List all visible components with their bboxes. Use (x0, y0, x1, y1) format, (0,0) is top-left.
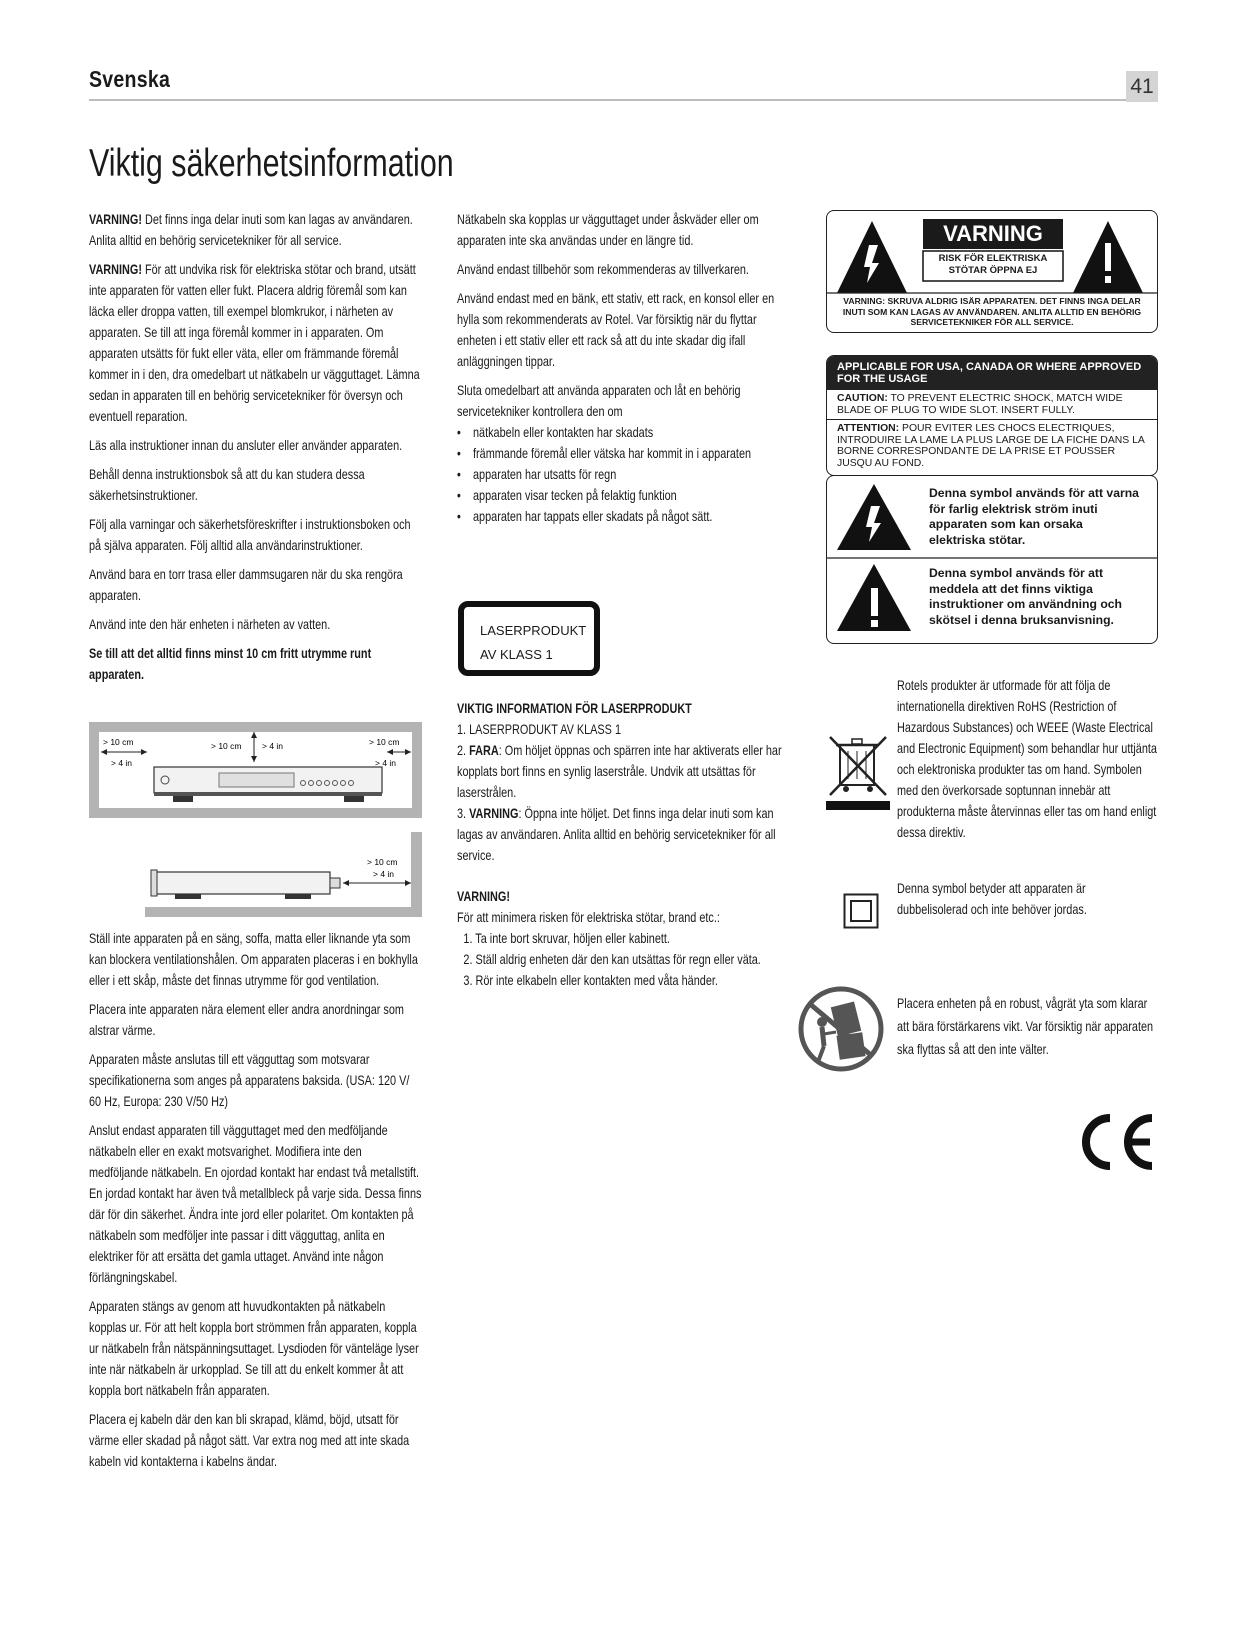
laser-label-line: LASERPRODUKT (480, 623, 587, 638)
usa-caution-box (826, 355, 1158, 476)
paragraph: Apparaten måste anslutas till ett vägguttag som motsvarar specifikationerna som anges på apparatens baksida. (USA: 120 V/ 60 Hz, Europa: 230 V/50 Hz) (89, 1052, 410, 1109)
clearance-figure-side (145, 832, 422, 917)
paragraph: Placera inte apparaten nära element eller andra anordningar som alstrar värme. (89, 1002, 404, 1038)
cart-text-wrap (897, 992, 1157, 1061)
attention-body: POUR EVITER LES CHOCS ELECTRIQUES, INTRODUIRE LA LAME LA PLUS LARGE DE LA FICHE DANS LA BORNE CORRESPONDANTE DE LA PRISE ET POUSSER JUSQU AU FOND. (837, 423, 1145, 469)
paragraph: Använd endast med en bänk, ett stativ, ett rack, en konsol eller en hylla som rekommenderats av Rotel. Var försiktig när du flyttar enheten i ett stativ eller ett rack så att du inte skadar dig ifall anläggningen tippar. (457, 291, 775, 369)
paragraph-text: För att undvika risk för elektriska stötar och brand, utsätt inte apparaten för vatten eller fukt. Placera aldrig föremål som kan läcka eller droppa vatten, till exempel blomkrukor, i närheten av apparaten. Se till att inga föremål kommer in i apparaten. Om apparaten utsätts för fukt eller väta, eller om främmande föremål kommer in i den, dra omedelbart ut nätkabeln ur vägguttaget. Lämna sedan in apparaten till en behörig servicetekniker för översyn och eventuell reparation. (89, 262, 420, 424)
double-insulated-icon (843, 893, 879, 929)
weee-text-wrap (897, 675, 1157, 843)
amplifier-front-drawing (89, 722, 422, 818)
cart-tip-over-icon (798, 986, 884, 1072)
amplifier-side-drawing (145, 832, 422, 917)
list-item: • främmande föremål eller vätska har kommit in i apparaten (457, 443, 790, 464)
bullet-list (457, 422, 790, 527)
column-1 (89, 209, 422, 693)
clearance-label: > 10 cm (211, 741, 242, 751)
warning-label: VARNING! (89, 262, 142, 277)
paragraph: Använd bara en torr trasa eller dammsugaren när du ska rengöra apparaten. (89, 567, 403, 603)
item-text: : Öppna inte höljet. Det finns inga delar inuti som kan lagas av användaren. Anlita alltid en behörig servicetekniker för all service. (457, 806, 776, 863)
warning-box (826, 210, 1158, 333)
list-item: • apparaten visar tecken på felaktig funktion (457, 485, 790, 506)
item-number: 2. (457, 743, 470, 758)
item-number: 3. (457, 806, 470, 821)
column-1-lower (89, 928, 422, 1480)
exclamation-symbol-description: Denna symbol används för att meddela att det finns viktiga instruktioner om användning och skötsel i denna bruksanvisning. (929, 566, 1122, 627)
clearance-note: Se till att det alltid finns minst 10 cm fritt utrymme runt apparaten. (89, 646, 372, 682)
caution-label: CAUTION: (837, 393, 888, 404)
paragraph: Följ alla varningar och säkerhetsföreskrifter i instruktionsboken och på själva apparaten. Följ alltid alla användarinstruktioner. (89, 517, 411, 553)
double-insulated-wrap (897, 878, 1157, 920)
clearance-label: > 10 cm (369, 737, 400, 747)
column-2 (457, 209, 790, 527)
paragraph (89, 259, 422, 427)
paragraph: Använd endast tillbehör som rekommenderas av tillverkaren. (457, 262, 749, 277)
warning-item: 2. Ställ aldrig enheten där den kan utsättas för regn eller väta. (463, 952, 761, 967)
paragraph (89, 643, 422, 685)
laser-item (457, 803, 790, 866)
laser-item (457, 740, 790, 803)
clearance-label: > 10 cm (367, 857, 398, 867)
laser-heading: VIKTIG INFORMATION FÖR LASERPRODUKT (457, 701, 692, 716)
paragraph: Läs alla instruktioner innan du ansluter eller använder apparaten. (89, 438, 403, 453)
weee-text: Rotels produkter är utformade för att följa de internationella direktiven RoHS (Restriction of Hazardous Substances) och WEEE (Waste Electrical and Electronic Equipment) som behandlar hur uttjänta och elektroniska produkter tas om hand. Symbolen med den överkorsade soptunnan innebär att produkterna måste återvinnas eller tas om hand enligt dessa direktiv. (897, 678, 1157, 840)
ce-mark-icon (1076, 1112, 1156, 1172)
paragraph: Nätkabeln ska kopplas ur vägguttaget under åskväder eller om apparaten inte ska användas under en längre tid. (457, 212, 759, 248)
warning-heading: VARNING! (457, 889, 510, 904)
cart-text: Placera enheten på en robust, vågrät yta som klarar att bära förstärkarens vikt. Var försiktig när apparaten ska flyttas så att den inte välter. (897, 996, 1154, 1057)
list-item: • apparaten har utsatts för regn (457, 464, 790, 485)
laser-item: 1. LASERPRODUKT AV KLASS 1 (457, 722, 622, 737)
clearance-figure-front (89, 722, 422, 818)
list-item: • nätkabeln eller kontakten har skadats (457, 422, 790, 443)
warning-intro: För att minimera risken för elektriska stötar, brand etc.: (457, 910, 720, 925)
paragraph: Apparaten stängs av genom att huvudkontakten på nätkabeln kopplas ur. För att helt koppla bort strömmen från apparaten, koppla ur nätkabeln från nätspänningsuttaget. Lysdioden för vänteläge lyser inte när nätkabeln är urkopplad. Se till att du enkelt kommer åt att koppla bort nätkabeln från apparaten. (89, 1299, 419, 1398)
warning-item: 1. Ta inte bort skruvar, höljen eller kabinett. (463, 931, 670, 946)
warning-footer: VARNING: SKRUVA ALDRIG ISÄR APPARATEN. DET FINNS INGA DELAR INUTI SOM KAN LAGAS AV ANVÄNDAREN. ANLITA ALLTID EN BEHÖRIG SERVICETEKNIKER FÖR ALL SERVICE. (842, 296, 1142, 327)
paragraph: Placera ej kabeln där den kan bli skrapad, klämd, böjd, utsatt för värme eller skadad på något sätt. Var extra nog med att inte skada kabeln vid kontakterna i kabelns ändar. (89, 1412, 410, 1469)
clearance-label: > 4 in (262, 741, 284, 751)
laser-class-label (458, 601, 600, 676)
page-title: Viktig säkerhetsinformation (89, 142, 454, 185)
attention-label: ATTENTION: (837, 423, 900, 434)
usa-caution-header: APPLICABLE FOR USA, CANADA OR WHERE APPROVED FOR THE USAGE (827, 356, 1157, 390)
list-item: • apparaten har tappats eller skadats på något sätt. (457, 506, 790, 527)
paragraph: Sluta omedelbart att använda apparaten och låt en behörig servicetekniker kontrollera den om (457, 383, 741, 419)
caution-body: TO PREVENT ELECTRIC SHOCK, MATCH WIDE BLADE OF PLUG TO WIDE SLOT. INSERT FULLY. (837, 393, 1123, 416)
warning-label: VARNING! (89, 212, 142, 227)
paragraph: Anslut endast apparaten till vägguttaget med den medföljande nätkabeln eller en exakt motsvarighet. Modifiera inte den medföljande nätkabeln. En ojordad kontakt har endast två metallstift. En jordad kontakt har även två metallbleck på varje sida. Dessa finns där för din säkerhet. Ändra inte jord eller polaritet. Om kontakten på nätkabeln som medföljer inte passar i ditt vägguttag, anlita en elektriker för att ersätta det gamla uttaget. Använd inte någon förlängningskabel. (89, 1123, 422, 1285)
lightning-symbol-description: Denna symbol används för att varna för farlig elektrisk ström inuti apparaten som kan orsaka elektriska stötar. (929, 486, 1139, 547)
clearance-label: > 4 in (373, 869, 395, 879)
warning-label: VARNING (469, 806, 519, 821)
paragraph (89, 209, 422, 251)
danger-label: FARA (469, 743, 499, 758)
clearance-label: > 10 cm (103, 737, 134, 747)
laser-label-line: AV KLASS 1 (480, 647, 553, 662)
double-insulated-text: Denna symbol betyder att apparaten är dubbelisolerad och inte behöver jordas. (897, 881, 1087, 917)
warning-subtitle: RISK FÖR ELEKTRISKA STÖTAR ÖPPNA EJ (938, 253, 1048, 276)
paragraph: Använd inte den här enheten i närheten av vatten. (89, 617, 331, 632)
paragraph: Ställ inte apparaten på en säng, soffa, matta eller liknande yta som kan blockera ventilationshålen. Om apparaten placeras i en bokhylla eller i ett skåp, måste det finnas utrymme för god ventilation. (89, 931, 418, 988)
caution-text (827, 390, 1157, 419)
attention-text (827, 420, 1157, 472)
crossed-bin-icon (826, 733, 890, 811)
clearance-label: > 4 in (375, 758, 397, 768)
column-2-lower (457, 698, 790, 991)
section-language: Svenska (89, 66, 171, 92)
warning-title: VARNING (943, 221, 1043, 246)
warning-item: 3. Rör inte elkabeln eller kontakten med våta händer. (463, 973, 718, 988)
clearance-label: > 4 in (111, 758, 133, 768)
symbol-legend-box (826, 475, 1158, 644)
header-rule (89, 99, 1157, 101)
item-text: : Om höljet öppnas och spärren inte har aktiverats eller har kopplats bort finns en synlig laserstråle. Undvik att utsättas för laserstrålen. (457, 743, 782, 800)
paragraph: Behåll denna instruktionsbok så att du kan studera dessa säkerhetsinstruktioner. (89, 467, 365, 503)
page-number: 41 (1126, 71, 1158, 102)
paragraph-text: Det finns inga delar inuti som kan lagas av användaren. Anlita alltid en behörig servicetekniker för all service. (89, 212, 413, 248)
